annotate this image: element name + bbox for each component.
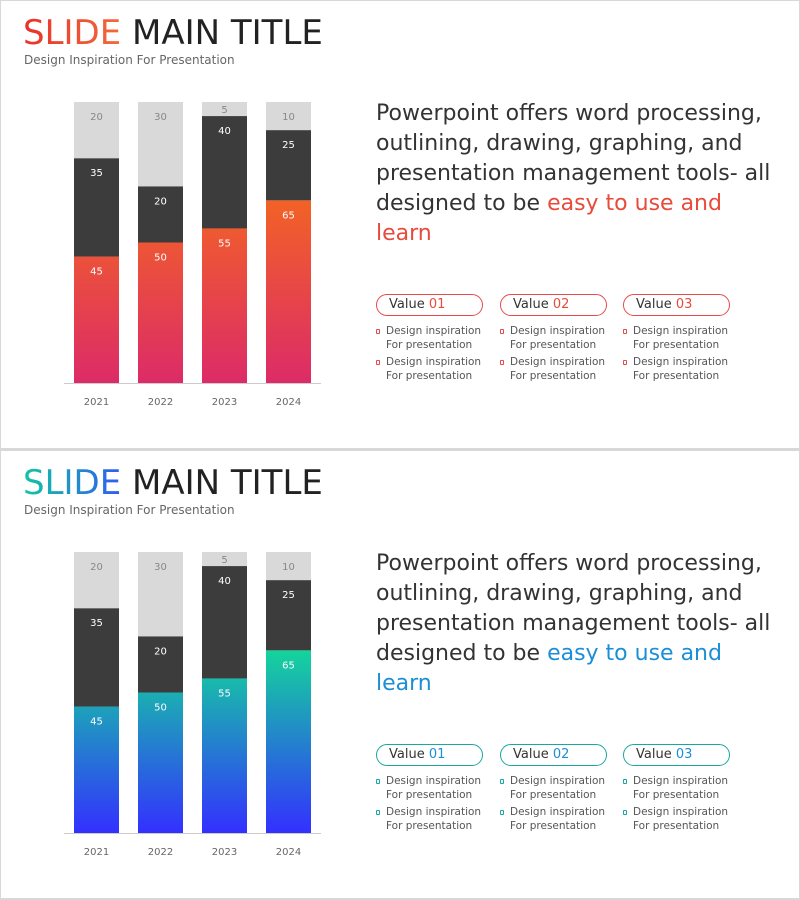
value-column-2 (500, 744, 620, 833)
item-line-1: Design inspiration (633, 356, 729, 368)
x-tick-label: 2021 (83, 847, 110, 858)
list-item (500, 774, 620, 802)
bullet-icon (500, 779, 504, 784)
value-column-1 (376, 294, 496, 383)
value-number: 02 (552, 297, 570, 312)
item-line-2: For presentation (386, 370, 473, 382)
x-tick-label: 2024 (275, 847, 302, 858)
x-tick-label: 2023 (211, 847, 238, 858)
title-rest: MAIN TITLE (121, 463, 323, 503)
data-label: 55 (218, 238, 231, 250)
x-tick-label: 2024 (275, 397, 302, 408)
list-item (623, 774, 743, 802)
bullet-icon (376, 360, 380, 365)
bullet-icon (623, 360, 627, 365)
data-label: 40 (218, 576, 231, 588)
value-label: Value (636, 297, 676, 312)
data-label: 5 (221, 105, 228, 116)
value-number: 03 (675, 297, 693, 312)
value-label: Value (636, 747, 676, 762)
item-line-2: For presentation (386, 820, 473, 832)
value-column-2 (500, 294, 620, 383)
list-item (376, 355, 496, 383)
data-label: 30 (154, 562, 167, 573)
item-line-2: For presentation (386, 789, 473, 801)
item-line-1: Design inspiration (633, 325, 729, 337)
value-pill-3 (623, 744, 730, 766)
value-pill-1 (376, 744, 483, 766)
data-label: 35 (90, 168, 103, 180)
list-item (500, 324, 620, 352)
paragraph-highlight: easy to use and learn (376, 641, 722, 696)
item-line-2: For presentation (510, 789, 597, 801)
bullet-icon (500, 360, 504, 365)
value-number: 01 (428, 747, 446, 762)
data-label: 45 (90, 716, 103, 728)
value-pill-1 (376, 294, 483, 316)
bullet-icon (500, 810, 504, 815)
data-label: 20 (154, 196, 167, 208)
bar-segment (74, 552, 119, 608)
data-label: 40 (218, 126, 231, 138)
item-line-2: For presentation (633, 339, 720, 351)
value-column-3 (623, 744, 743, 833)
bar-segment (138, 243, 183, 384)
data-label: 20 (154, 646, 167, 658)
slide-warm (1, 1, 799, 448)
list-item (500, 355, 620, 383)
bar-segment (74, 102, 119, 158)
item-line-1: Design inspiration (510, 356, 606, 368)
item-line-1: Design inspiration (510, 325, 606, 337)
bar-segment (138, 636, 183, 692)
data-label: 10 (282, 112, 295, 123)
data-label: 65 (282, 210, 295, 222)
x-tick-label: 2023 (211, 397, 238, 408)
paragraph-text: Powerpoint offers word processing, outlining, drawing, graphing, and presentation management tools- all designed to be (376, 551, 771, 666)
bullet-icon (623, 810, 627, 815)
data-label: 5 (221, 555, 228, 566)
value-pill-2 (500, 294, 607, 316)
value-pill-2 (500, 744, 607, 766)
bullet-icon (623, 329, 627, 334)
bar-segment (138, 186, 183, 242)
item-line-1: Design inspiration (633, 775, 729, 787)
value-label: Value (389, 297, 429, 312)
description-paragraph (376, 549, 776, 699)
stacked-bar-chart (1, 451, 361, 898)
list-item (623, 355, 743, 383)
list-item (376, 774, 496, 802)
bullet-icon (376, 329, 380, 334)
data-label: 25 (282, 590, 295, 602)
value-label: Value (513, 747, 553, 762)
slide-subtitle: Design Inspiration For Presentation (24, 53, 235, 67)
value-pill-3 (623, 294, 730, 316)
item-line-1: Design inspiration (510, 806, 606, 818)
bullet-icon (376, 779, 380, 784)
value-label: Value (513, 297, 553, 312)
value-number: 01 (428, 297, 446, 312)
item-line-2: For presentation (510, 820, 597, 832)
data-label: 35 (90, 618, 103, 630)
item-line-1: Design inspiration (386, 325, 482, 337)
slide-cool (1, 451, 799, 898)
data-label: 30 (154, 112, 167, 123)
item-line-2: For presentation (510, 370, 597, 382)
x-tick-label: 2021 (83, 397, 110, 408)
bar-segment (202, 228, 247, 383)
list-item (500, 805, 620, 833)
value-column-3 (623, 294, 743, 383)
item-line-1: Design inspiration (386, 806, 482, 818)
value-number: 03 (675, 747, 693, 762)
bullet-icon (376, 810, 380, 815)
item-line-2: For presentation (386, 339, 473, 351)
bullet-icon (623, 779, 627, 784)
paragraph-highlight: easy to use and learn (376, 191, 722, 246)
data-label: 20 (90, 112, 103, 123)
value-column-1 (376, 744, 496, 833)
description-paragraph (376, 99, 776, 249)
item-line-1: Design inspiration (386, 356, 482, 368)
list-item (623, 324, 743, 352)
item-line-2: For presentation (633, 820, 720, 832)
data-label: 10 (282, 562, 295, 573)
x-tick-label: 2022 (147, 847, 174, 858)
data-label: 25 (282, 140, 295, 152)
bar-segment (202, 678, 247, 833)
data-label: 65 (282, 660, 295, 672)
data-label: 50 (154, 702, 167, 714)
bullet-icon (500, 329, 504, 334)
title-accent: SLIDE (23, 13, 122, 53)
stacked-bar-chart (1, 1, 361, 448)
bar-segment (266, 200, 311, 383)
item-line-1: Design inspiration (386, 775, 482, 787)
list-item (376, 324, 496, 352)
bar-segment (266, 650, 311, 833)
value-number: 02 (552, 747, 570, 762)
item-line-1: Design inspiration (510, 775, 606, 787)
paragraph-text: Powerpoint offers word processing, outlining, drawing, graphing, and presentation management tools- all designed to be (376, 101, 771, 216)
bar-segment (138, 693, 183, 834)
data-label: 20 (90, 562, 103, 573)
item-line-2: For presentation (633, 370, 720, 382)
item-line-2: For presentation (510, 339, 597, 351)
x-tick-label: 2022 (147, 397, 174, 408)
list-item (376, 805, 496, 833)
title-accent: SLIDE (23, 463, 122, 503)
item-line-2: For presentation (633, 789, 720, 801)
data-label: 45 (90, 266, 103, 278)
list-item (623, 805, 743, 833)
data-label: 55 (218, 688, 231, 700)
slide-subtitle: Design Inspiration For Presentation (24, 503, 235, 517)
data-label: 50 (154, 252, 167, 264)
value-label: Value (389, 747, 429, 762)
item-line-1: Design inspiration (633, 806, 729, 818)
title-rest: MAIN TITLE (121, 13, 323, 53)
